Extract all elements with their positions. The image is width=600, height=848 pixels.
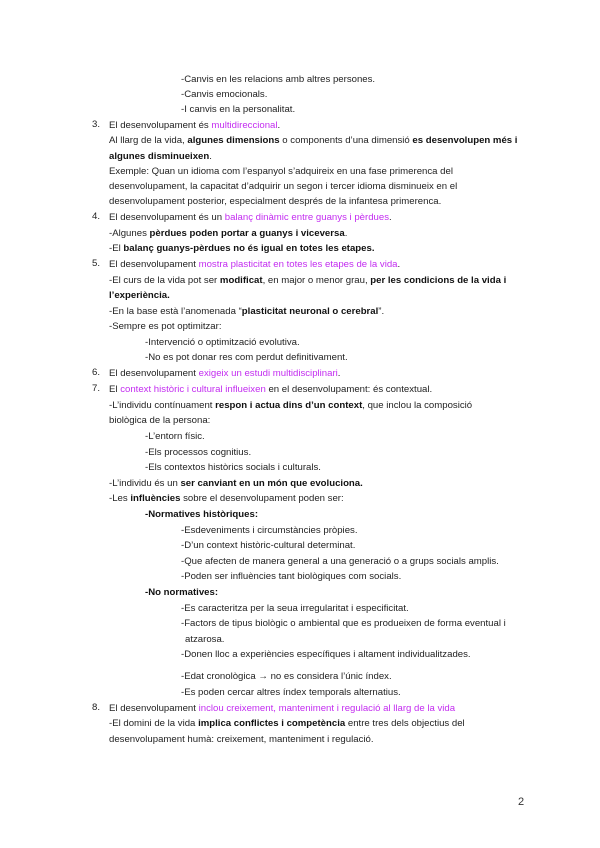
- text-line: Exemple: Quan un idioma com l’espanyol s’adquireix en una fase primerenca del: [109, 166, 453, 177]
- text-line: desenvolupament humà: creixement, manteniment i regulació.: [109, 734, 374, 745]
- text-line: -Intervenció o optimització evolutiva.: [145, 337, 300, 348]
- text: .: [389, 212, 392, 223]
- text-line: -Els contextos històrics socials i culturals.: [145, 462, 321, 473]
- list-item-heading: [109, 367, 340, 380]
- text: .: [397, 259, 401, 270]
- text-line: -L’entorn físic.: [145, 431, 205, 442]
- bold-text: ser canviant en un món que evoluciona.: [180, 478, 363, 489]
- text-line: atzarosa.: [185, 634, 225, 645]
- text-line: [109, 227, 347, 240]
- text-line: [109, 150, 212, 163]
- list-item-heading: [109, 383, 432, 396]
- list-number: 6.: [92, 367, 101, 378]
- highlight-text: multidireccional: [211, 120, 278, 131]
- text: El desenvolupament: [109, 368, 199, 379]
- list-number: 7.: [92, 383, 101, 394]
- list-number: 3.: [92, 119, 101, 130]
- bold-text: algunes dimensions: [187, 135, 280, 146]
- text-line: -Factors de tipus biològic o ambiental que es produeixen de forma eventual i: [181, 618, 506, 629]
- list-number: 8.: [92, 702, 101, 713]
- text-line: -Es caracteritza per la seua irregularitat i especificitat.: [181, 603, 409, 614]
- bold-text: implica conflictes i competència: [198, 718, 346, 729]
- text-line: -Edat cronològica → no es considera l’únic índex.: [181, 671, 392, 682]
- text: -Les: [109, 493, 131, 504]
- text: El: [109, 384, 121, 395]
- text-line: [109, 305, 384, 318]
- text-line: desenvolupament, la capacitat d’adquirir un segon i tercer idioma disminueix en el: [109, 181, 458, 192]
- text: .: [277, 120, 281, 131]
- text-line: -Canvis en les relacions amb altres persones.: [181, 74, 376, 85]
- text: -L’individu és un: [109, 478, 181, 489]
- text-line: -Sempre es pot optimitzar:: [109, 321, 222, 332]
- text: Al llarg de la vida,: [109, 135, 188, 146]
- text-line: biològica de la persona:: [109, 415, 211, 426]
- text: -El: [109, 243, 124, 254]
- text: .: [209, 151, 212, 162]
- text: ”.: [378, 306, 385, 317]
- text: -El domini de la vida: [109, 718, 199, 729]
- text-line: -Canvis emocionals.: [181, 89, 268, 100]
- text: El desenvolupament: [109, 703, 199, 714]
- text-line: [109, 274, 506, 287]
- text: entre tres dels objectius del: [345, 718, 465, 729]
- text-line: [109, 492, 344, 505]
- text: o components d’una dimensió: [279, 135, 413, 146]
- list-item-heading: [109, 211, 392, 224]
- text: en el desenvolupament: és contextual.: [265, 384, 433, 395]
- text-line: -D’un context històric-cultural determinat.: [181, 540, 356, 551]
- text-line: [109, 242, 375, 255]
- text-line: -Que afecten de manera general a una generació o a grups socials amplis.: [181, 556, 499, 567]
- text: -Algunes: [109, 228, 150, 239]
- bold-text: pèrdues poden portar a guanys i viceversa: [149, 228, 345, 239]
- bold-text: respon i actua dins d’un context: [215, 400, 363, 411]
- bold-text: l’experiència.: [109, 290, 170, 301]
- list-number: 4.: [92, 211, 101, 222]
- text-line: desenvolupament posterior, especialment després de la infantesa primerenca.: [109, 196, 442, 207]
- text-line: -Els processos cognitius.: [145, 447, 252, 458]
- text-line: [109, 134, 517, 147]
- bold-text: balanç guanys-pèrdues no és igual en totes les etapes.: [123, 243, 375, 254]
- text: -En la base està l’anomenada “: [109, 306, 242, 317]
- bold-text: modificat: [219, 275, 263, 286]
- bold-text: -Normatives històriques:: [145, 509, 259, 520]
- bold-text: es desenvolupen més i: [412, 135, 518, 146]
- text-line: [109, 289, 170, 302]
- list-number: 5.: [92, 258, 101, 269]
- text: El desenvolupament: [109, 259, 199, 270]
- text: .: [344, 228, 348, 239]
- text-line: -I canvis en la personalitat.: [181, 104, 296, 115]
- text-line: [109, 399, 472, 412]
- text: El desenvolupament és: [109, 120, 212, 131]
- text-line: -Es poden cercar altres índex temporals alternatius.: [181, 687, 401, 698]
- highlight-text: inclou creixement, manteniment i regulació al llarg de la vida: [198, 703, 456, 714]
- bold-text: per les condicions de la vida i: [370, 275, 507, 286]
- list-item-heading: [109, 702, 455, 715]
- text-line: -No es pot donar res com perdut definitivament.: [145, 352, 348, 363]
- text: -L’individu contínuament: [109, 400, 216, 411]
- highlight-text: context històric i cultural influeixen: [120, 384, 266, 395]
- text: .: [337, 368, 341, 379]
- highlight-text: exigeix un estudi multidisciplinari: [198, 368, 338, 379]
- text: -El curs de la vida pot ser: [109, 275, 220, 286]
- bold-text: -No normatives:: [145, 587, 219, 598]
- text: , que inclou la composició: [362, 400, 473, 411]
- text-line: -Poden ser influències tant biològiques com socials.: [181, 571, 402, 582]
- bold-text: influències: [130, 493, 181, 504]
- text-line: -Esdeveniments i circumstàncies pròpies.: [181, 525, 358, 536]
- bold-text: plasticitat neuronal o cerebral: [241, 306, 379, 317]
- list-item-heading: [109, 258, 400, 271]
- text-line: [109, 477, 363, 490]
- subheading: [145, 508, 258, 521]
- list-item-heading: [109, 119, 280, 132]
- page-number: 2: [518, 796, 525, 808]
- bold-text: algunes disminueixen: [109, 151, 210, 162]
- text: sobre el desenvolupament poden ser:: [180, 493, 344, 504]
- text-line: [109, 717, 465, 730]
- highlight-text: mostra plasticitat en totes les etapes de la vida: [198, 259, 398, 270]
- text: El desenvolupament és un: [109, 212, 225, 223]
- text-line: -Donen lloc a experiències específiques i altament individualitzades.: [181, 649, 471, 660]
- highlight-text: balanç dinàmic entre guanys i pèrdues: [224, 212, 389, 223]
- subheading: [145, 586, 218, 599]
- text: , en major o menor grau,: [262, 275, 371, 286]
